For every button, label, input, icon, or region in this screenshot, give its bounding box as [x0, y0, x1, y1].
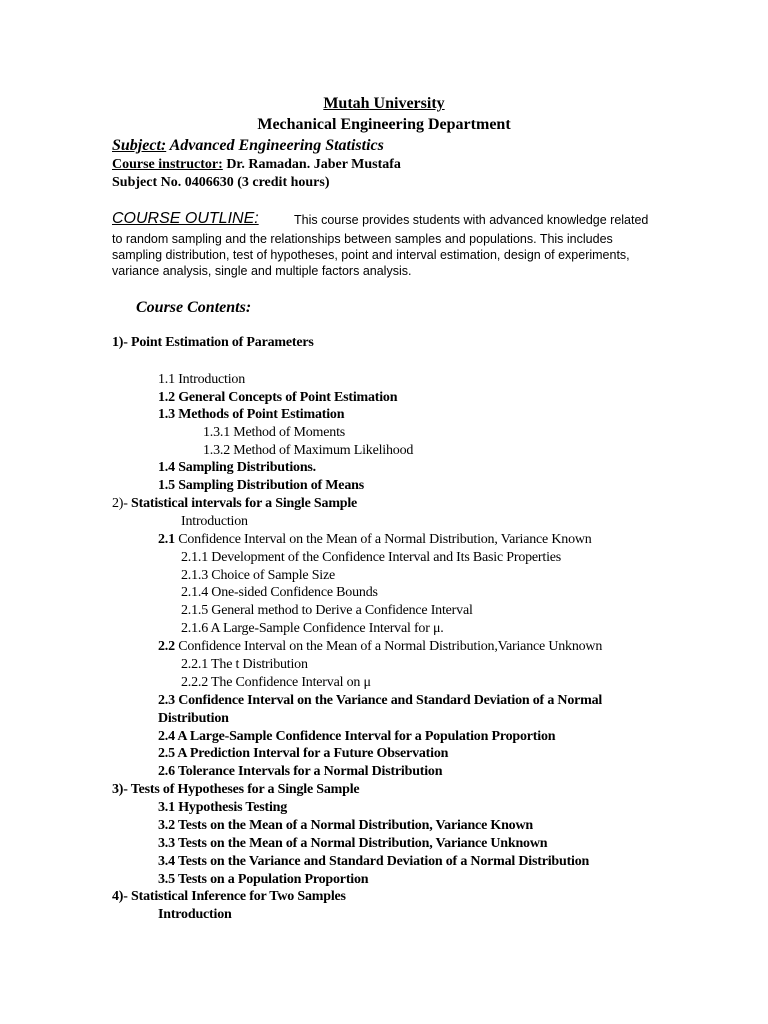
item-2-2	[158, 639, 602, 655]
item-1-3-2: 1.3.2 Method of Maximum Likelihood	[203, 443, 414, 458]
item-1-2: 1.2 General Concepts of Point Estimation	[158, 390, 398, 405]
item-2-1-label: Confidence Interval on the Mean of a Normal Distribution, Variance Known	[174, 532, 592, 547]
outline-text-line-2: to random sampling and the relationships between samples and populations. This includes	[112, 232, 613, 246]
item-2-1-3: 2.1.3 Choice of Sample Size	[181, 568, 336, 583]
section-4-title: 4)- Statistical Inference for Two Samples	[112, 889, 346, 904]
item-2-1-1: 2.1.1 Development of the Confidence Interval and Its Basic Properties	[181, 550, 562, 565]
item-3-2: 3.2 Tests on the Mean of a Normal Distribution, Variance Known	[158, 818, 533, 833]
item-4-intro: Introduction	[158, 907, 232, 922]
item-3-4: 3.4 Tests on the Variance and Standard Deviation of a Normal Distribution	[158, 854, 590, 869]
department-title: Mechanical Engineering Department	[257, 116, 511, 133]
subject-number: Subject No. 0406630 (3 credit hours)	[112, 175, 330, 190]
section-2-number: 2)-	[112, 496, 132, 511]
item-2-2-label: Confidence Interval on the Mean of a Normal Distribution,Variance Unknown	[174, 639, 603, 654]
item-2-intro: Introduction	[181, 514, 248, 529]
subject-label: Subject:	[112, 137, 167, 154]
item-2-2-2: 2.2.2 The Confidence Interval on μ	[181, 675, 371, 690]
item-2-4: 2.4 A Large-Sample Confidence Interval for a Population Proportion	[158, 729, 556, 744]
item-1-1: 1.1 Introduction	[158, 372, 246, 387]
item-3-3: 3.3 Tests on the Mean of a Normal Distribution, Variance Unknown	[158, 836, 548, 851]
section-2-title	[112, 496, 357, 512]
item-2-1-4: 2.1.4 One-sided Confidence Bounds	[181, 585, 378, 600]
instructor-value: Dr. Ramadan. Jaber Mustafa	[222, 157, 401, 172]
outline-text-line-4: variance analysis, single and multiple factors analysis.	[112, 264, 412, 278]
item-2-6: 2.6 Tolerance Intervals for a Normal Distribution	[158, 764, 443, 779]
item-1-5: 1.5 Sampling Distribution of Means	[158, 478, 364, 493]
item-1-3: 1.3 Methods of Point Estimation	[158, 407, 345, 422]
item-1-4: 1.4 Sampling Distributions.	[158, 460, 316, 475]
item-1-3-1: 1.3.1 Method of Moments	[203, 425, 346, 440]
subject-value: Advanced Engineering Statistics	[166, 137, 384, 154]
item-2-1	[158, 532, 592, 548]
section-2-label: Statistical intervals for a Single Sample	[131, 496, 358, 511]
item-2-1-5: 2.1.5 General method to Derive a Confidence Interval	[181, 603, 473, 618]
item-2-2-1: 2.2.1 The t Distribution	[181, 657, 308, 672]
item-3-5: 3.5 Tests on a Population Proportion	[158, 872, 369, 887]
item-2-3-line-1: 2.3 Confidence Interval on the Variance and Standard Deviation of a Normal	[158, 693, 603, 708]
item-2-3-line-2: Distribution	[158, 711, 229, 726]
instructor-label: Course instructor:	[112, 157, 223, 172]
item-2-2-number: 2.2	[158, 639, 175, 654]
section-3-title: 3)- Tests of Hypotheses for a Single Sample	[112, 782, 360, 797]
section-1-title: 1)- Point Estimation of Parameters	[112, 335, 314, 350]
instructor-line	[112, 157, 401, 173]
item-3-1: 3.1 Hypothesis Testing	[158, 800, 288, 815]
contents-heading: Course Contents:	[136, 299, 252, 316]
subject-line	[112, 137, 384, 155]
university-title: Mutah University	[323, 95, 445, 112]
item-2-5: 2.5 A Prediction Interval for a Future Observation	[158, 746, 449, 761]
outline-heading: COURSE OUTLINE:	[112, 210, 259, 227]
item-2-1-number: 2.1	[158, 532, 175, 547]
outline-text-line-1: This course provides students with advanced knowledge related	[294, 213, 649, 227]
outline-text-line-3: sampling distribution, test of hypotheses, point and interval estimation, design of experiments,	[112, 248, 630, 262]
item-2-1-6: 2.1.6 A Large-Sample Confidence Interval for μ.	[181, 621, 444, 636]
